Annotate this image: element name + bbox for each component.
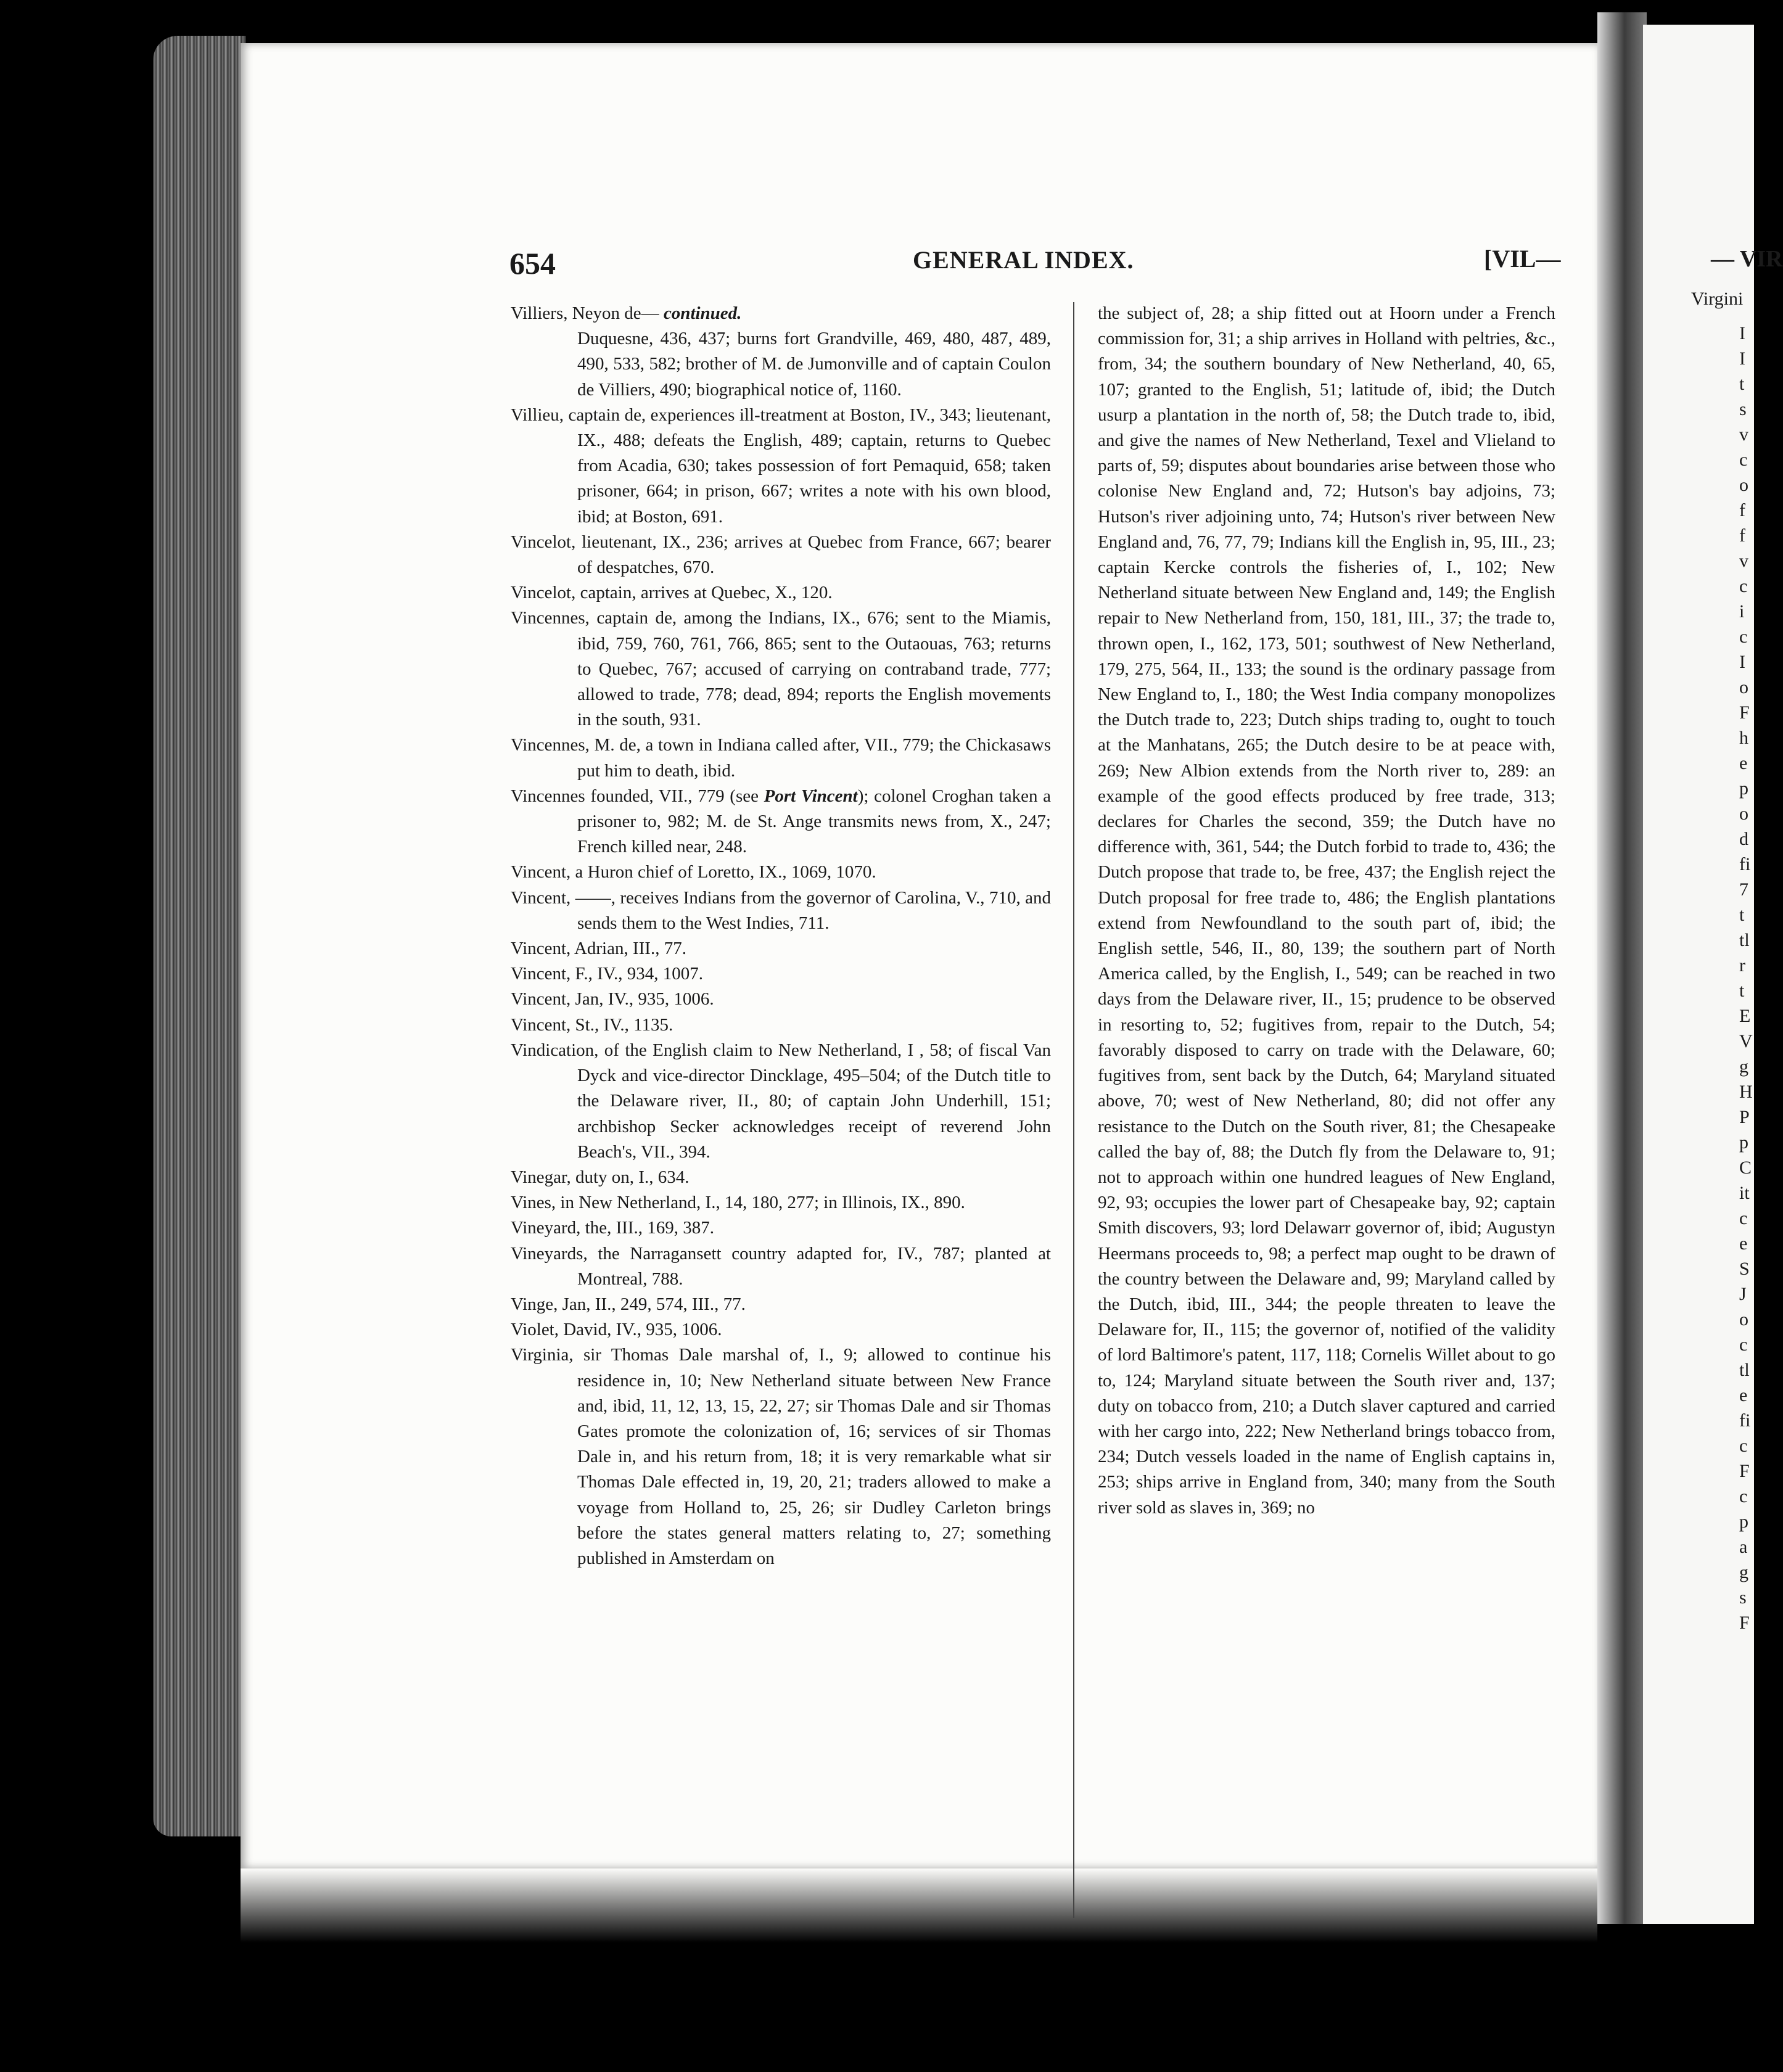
index-entry: [511, 936, 1051, 961]
facing-line-letter: r: [1739, 955, 1745, 976]
index-entry: [511, 1317, 1051, 1342]
running-head: GENERAL INDEX.: [913, 246, 1134, 274]
index-entry-text: Virginia, sir Thomas Dale marshal of, I., 9; allowed to continue his residence in, 10; New Netherland situate between New France and, ibid, 11, 12, 13, 15, 22, 27; sir Thomas Dale and sir Thomas Gates promote the colonization of, 16; services of sir Thomas Dale in, and his return from, 18; it is very remarkable what sir Thomas Dale effected in, 19, 20, 21; traders allowed to make a voyage from Holland to, 25, 26; sir Dudley Carleton brings before the states general matters relating to, 27; something published in Amsterdam on: [511, 1345, 1051, 1568]
index-entry-text: Vincent, F., IV., 934, 1007.: [511, 964, 703, 984]
index-entry-text: Vincent, Jan, IV., 935, 1006.: [511, 989, 714, 1009]
index-entry-text: Vinegar, duty on, I., 634.: [511, 1167, 690, 1187]
book-gutter: [1597, 12, 1647, 1924]
index-entry: [511, 784, 1051, 860]
index-entry: [511, 403, 1051, 530]
index-entry: [511, 733, 1051, 783]
index-entry: [511, 1241, 1051, 1292]
facing-line-letter: e: [1739, 1233, 1748, 1254]
facing-line-letter: H: [1739, 1082, 1753, 1102]
facing-line-letter: o: [1739, 677, 1748, 697]
facing-line-letter: c: [1739, 450, 1748, 470]
index-entry-text: Vinge, Jan, II., 249, 574, III., 77.: [511, 1294, 746, 1314]
index-entry-continuation: [511, 326, 1051, 403]
facing-line-letter: C: [1739, 1157, 1752, 1178]
facing-line-letter: P: [1739, 1107, 1750, 1127]
facing-line-letter: h: [1739, 728, 1748, 748]
index-entry: [511, 886, 1051, 936]
facing-line-letter: t: [1739, 905, 1745, 925]
facing-line-letter: F: [1739, 702, 1750, 723]
page-bottom-shadow: [241, 1868, 1597, 1942]
index-entry: [511, 301, 1051, 326]
index-entry-text: Vincelot, lieutenant, IX., 236; arrives at Quebec from France, 667; bearer of despatches, 670.: [511, 532, 1051, 578]
facing-line-letter: o: [1739, 804, 1748, 824]
facing-line-letter: tl: [1739, 1360, 1750, 1380]
index-entry-text: Duquesne, 436, 437; burns fort Grandville, 469, 480, 487, 489, 490, 533, 582; brother of M. de Jumonville and of captain Coulon de Villiers, 490; biographical notice of, 1160.: [577, 329, 1051, 400]
facing-line-letter: it: [1739, 1183, 1750, 1203]
index-entry: [511, 1342, 1051, 1571]
facing-line-letter: c: [1739, 1486, 1748, 1507]
facing-entry-start: Virgini: [1691, 289, 1744, 309]
index-entry-text: Vincennes, captain de, among the Indians, IX., 676; sent to the Miamis, ibid, 759, 760, 761, 766, 865; sent to the Outaouas, 763; returns to Quebec, 767; accused of carrying on contraband trade, 777; allowed to trade, 778; dead, 894; reports the English movements in the south, 931.: [511, 608, 1051, 730]
facing-line-letter: v: [1739, 424, 1748, 445]
facing-line-letter: e: [1739, 1385, 1748, 1405]
index-entry: [511, 530, 1051, 580]
facing-line-letter: i: [1739, 601, 1745, 622]
index-entry: [511, 580, 1051, 606]
index-entry: [511, 1292, 1051, 1317]
facing-line-letter: c: [1739, 627, 1748, 647]
facing-line-letter: c: [1739, 1208, 1748, 1228]
facing-page-fragment: [1643, 25, 1783, 1924]
facing-line-letter: F: [1739, 1461, 1750, 1481]
facing-line-letter: v: [1739, 551, 1748, 571]
facing-line-letter: 7: [1739, 879, 1748, 900]
index-entry: [511, 860, 1051, 885]
facing-line-letter: f: [1739, 500, 1745, 520]
facing-line-letter: S: [1739, 1259, 1750, 1279]
column-divider: [1073, 302, 1074, 1918]
facing-line-letter: I: [1739, 323, 1745, 343]
facing-line-letter: J: [1739, 1284, 1747, 1304]
facing-line-letter: I: [1739, 652, 1745, 672]
index-entry-text: Vineyard, the, III., 169, 387.: [511, 1218, 715, 1238]
index-entry-text: Vincelot, captain, arrives at Quebec, X., 120.: [511, 583, 833, 603]
index-entry-italic: Port Vincent: [764, 786, 858, 806]
index-entry-text: Vines, in New Netherland, I., 14, 180, 277; in Illinois, IX., 890.: [511, 1193, 965, 1213]
facing-line-letter: o: [1739, 1309, 1748, 1330]
facing-line-letter: a: [1739, 1537, 1748, 1557]
book-page-edges: [153, 36, 245, 1836]
facing-line-letter: c: [1739, 1334, 1748, 1355]
facing-line-letters: [1739, 321, 1753, 1635]
index-entry-text: Vincent, Adrian, III., 77.: [511, 939, 686, 959]
facing-line-letter: p: [1739, 1511, 1748, 1532]
facing-line-letter: o: [1739, 475, 1748, 495]
facing-line-letter: c: [1739, 1436, 1748, 1456]
facing-line-letter: g: [1739, 1562, 1748, 1582]
index-entry: [511, 1013, 1051, 1038]
facing-line-letter: fi: [1739, 1410, 1751, 1431]
index-entry-text: Vincent, St., IV., 1135.: [511, 1014, 673, 1035]
index-column-left: [511, 301, 1051, 1571]
facing-line-letter: I: [1739, 348, 1745, 369]
index-entry: [511, 1038, 1051, 1165]
index-entry-text: Vindication, of the English claim to New Netherland, I , 58; of fiscal Van Dyck and vice-director Dincklage, 495–504; of the Dutch title to the Delaware river, II., 80; of captain John Underhill, 151; archbishop Secker acknowledges receipt of reverend John Beach's, VII., 394.: [511, 1040, 1051, 1162]
index-entry: [511, 1215, 1051, 1241]
index-column-right: [1098, 301, 1555, 1521]
facing-line-letter: E: [1739, 1006, 1751, 1026]
facing-line-letter: s: [1739, 399, 1747, 419]
index-entry-text: ); colonel Croghan taken a prisoner to, 982; M. de St. Ange transmits news from, X., 247; French killed near, 248.: [577, 786, 1051, 857]
index-entry: [511, 961, 1051, 987]
facing-line-letter: g: [1739, 1056, 1748, 1077]
continued-entry-text: the subject of, 28; a ship fitted out at Hoorn under a French commission for, 31; a ship arrives in Holland with peltries, &c., from, 34; the southern boundary of New Netherland, 40, 65, 107; granted to the English, 51; latitude of, ibid; the Dutch usurp a plantation in the north of, 58; the Dutch trade to, ibid, and give the names of New Netherland, Texel and Vlieland to parts of, 59; disputes about boundaries arise between those who colonise New England and, 72; Hutson's bay adjoins, 73; Hutson's river adjoining unto, 74; Hutson's river between New England and, 76, 77, 79; Indians kill the English in, 95, III., 23; captain Kercke controls the fisheries of, I., 102; New Netherland situate between New England and, 149; the English repair to New Netherland from, 150, 181, III., 37; the trade to, thrown open, I., 162, 173, 501; southwest of New Netherland, 179, 275, 564, II., 133; the sound is the ordinary passage from New England to, I., 180; the West India company monopolizes the Dutch trade to, 223; Dutch ships trading to, ought to touch at the Manhatans, 265; the Dutch desire to be at peace with, 269; New Albion extends from the North river to, 289: an example of the good effects produced by free trade, 313; declares for Charles the second, 359; the Dutch have no difference with, 361, 544; the Dutch forbid to trade to, 436; the Dutch propose that trade to, be free, 437; the English reject the Dutch proposal for free trade to, 486; the English plantations extend from Newfoundland to the south part of, ibid; the English settle, 546, II., 80, 139; the southern part of North America called, by the English, I., 549; can be reached in two days from the Delaware river, II., 15; prudence to be observed in resorting to, 52; fugitives from, repair to the Dutch, 54; favorably disposed to carry on trade with the Delaware, 60; fugitives from, sent back by the Dutch, 64; Maryland situated above, 70; west of New Netherland, 80; did not offer any resistance to the Dutch on the South river, 81; the Chesapeake called the bay of, 88; the Dutch fly from the Delaware to, 91; not to approach within one hundred leagues of New England, 92, 93; occupies the lower part of Chesapeake bay, 92; captain Smith discovers, 93; lord Delawarr governor of, ibid; Augustyn Heermans proceeds to, 98; a perfect map ought to be drawn of the country between the Delaware and, 99; Maryland called by the Dutch, ibid, III., 344; the people threaten to leave the Delaware for, II., 115; the governor of, notified of the validity of lord Baltimore's patent, 117, 118; Cornelis Willet about to go to, 124; Maryland situate between the South river and, 137; duty on tobacco from, 210; a Dutch slaver captured and carried with her cargo into, 222; New Netherland brings tobacco from, 234; Dutch vessels loaded in the name of English captains in, 253; ships arrive in England from, 340; many from the South river sold as slaves in, 369; no: [1098, 303, 1555, 1518]
index-entry: [511, 1190, 1051, 1215]
facing-line-letter: V: [1739, 1031, 1753, 1051]
index-entry-italic: continued.: [663, 303, 742, 323]
index-entry: [511, 987, 1051, 1012]
index-entry-text: Villieu, captain de, experiences ill-treatment at Boston, IV., 343; lieutenant, IX., 488; defeats the English, 489; captain, returns to Quebec from Acadia, 630; takes possession of fort Pemaquid, 658; taken prisoner, 664; in prison, 667; writes a note with his own blood, ibid; at Boston, 691.: [511, 405, 1051, 527]
facing-line-letter: c: [1739, 576, 1748, 596]
index-entry: [511, 1165, 1051, 1190]
facing-line-letter: tl: [1739, 930, 1750, 950]
facing-line-letter: t: [1739, 980, 1745, 1001]
facing-line-letter: p: [1739, 1132, 1748, 1153]
index-entry-text: Vincent, a Huron chief of Loretto, IX., 1069, 1070.: [511, 862, 876, 882]
page-number: 654: [509, 246, 556, 281]
facing-line-letter: f: [1739, 525, 1745, 546]
index-entry-text: Villiers, Neyon de—: [511, 303, 664, 323]
facing-line-letter: fi: [1739, 854, 1751, 874]
facing-line-letter: d: [1739, 829, 1748, 849]
facing-line-letter: p: [1739, 778, 1748, 799]
index-entry-text: Violet, David, IV., 935, 1006.: [511, 1320, 722, 1340]
index-entry-text: Vincennes, M. de, a town in Indiana called after, VII., 779; the Chickasaws put him to death, ibid.: [511, 735, 1051, 781]
index-entry-text: Vincent, ——, receives Indians from the governor of Carolina, V., 710, and sends them to the West Indies, 711.: [511, 887, 1051, 933]
index-entry-text: Vincennes founded, VII., 779 (see: [511, 786, 764, 806]
facing-line-letter: t: [1739, 374, 1745, 394]
facing-running-head: — VIR: [1711, 246, 1783, 272]
facing-line-letter: F: [1739, 1613, 1750, 1633]
section-mark: [VIL—: [1484, 245, 1561, 273]
facing-line-letter: e: [1739, 753, 1748, 773]
index-entry: [511, 606, 1051, 733]
facing-line-letter: s: [1739, 1587, 1747, 1608]
index-entry-text: Vineyards, the Narragansett country adapted for, IV., 787; planted at Montreal, 788.: [511, 1243, 1051, 1289]
